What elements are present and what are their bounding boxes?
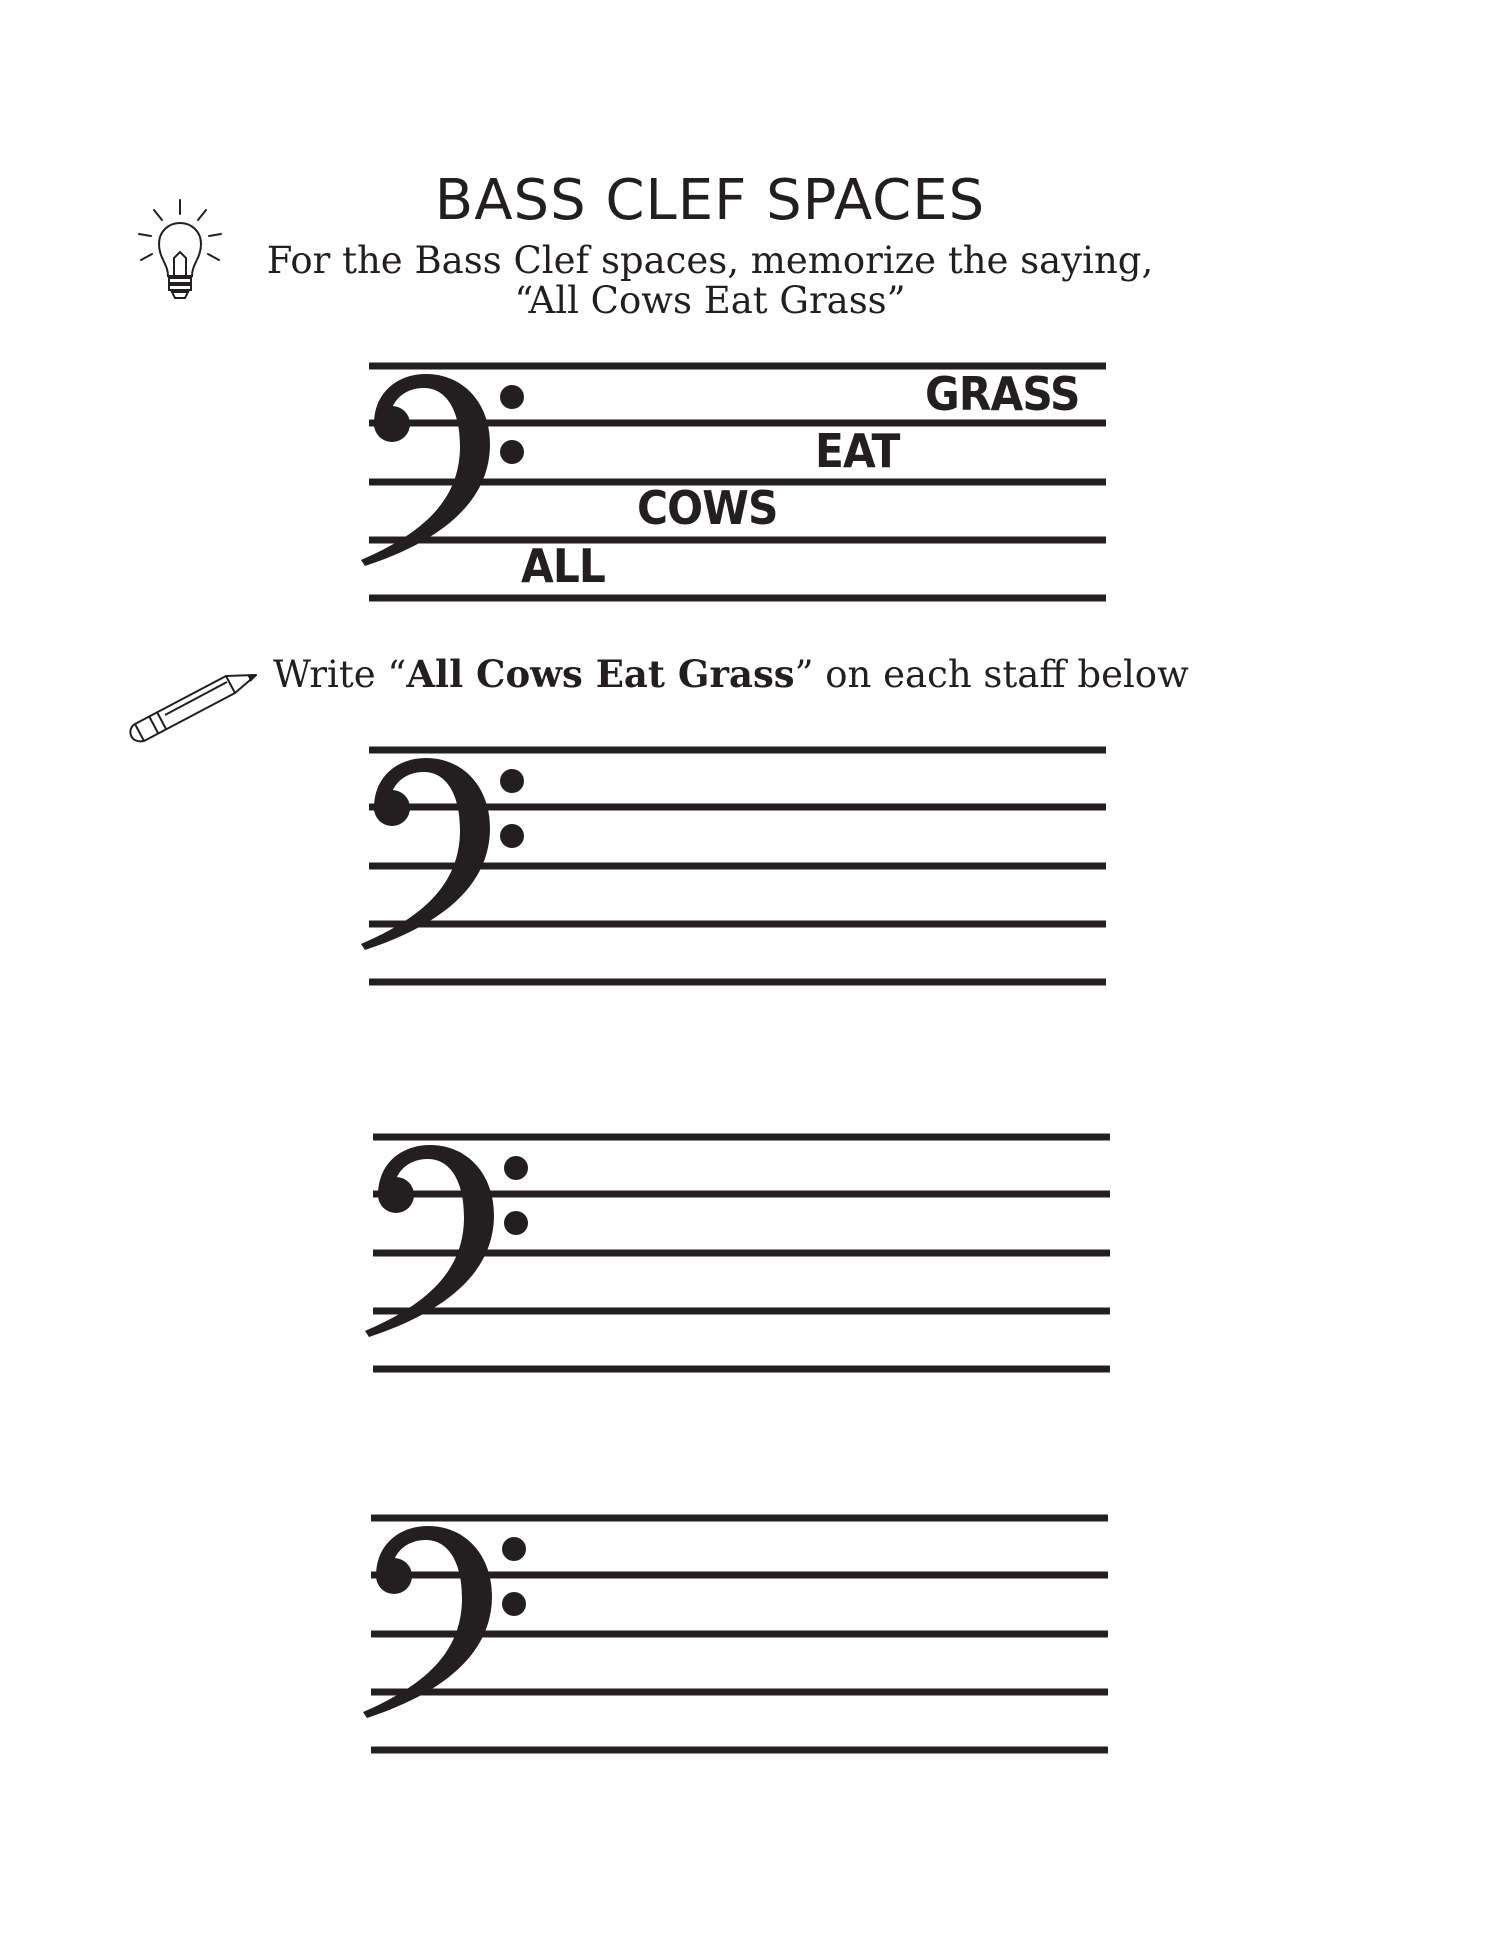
write-instruction-phrase: All Cows Eat Grass	[406, 652, 795, 696]
practice-staff-3	[362, 1504, 1142, 1794]
space-word-grass: GRASS	[925, 367, 1080, 421]
space-word-all: ALL	[521, 539, 605, 593]
write-instruction-prefix: Write “	[273, 653, 407, 696]
instruction-line-2: “All Cows Eat Grass”	[514, 279, 906, 322]
page-title: BASS CLEF SPACES	[434, 168, 986, 233]
space-word-cows: COWS	[637, 481, 778, 535]
practice-staff-1	[360, 736, 1140, 1026]
write-instruction-suffix: ” on each staff below	[794, 653, 1189, 696]
instruction-line-1: For the Bass Clef spaces, memorize the saying,	[266, 239, 1154, 282]
practice-staff-2	[364, 1123, 1144, 1413]
write-instruction	[273, 652, 1189, 696]
pencil-icon	[125, 660, 265, 750]
space-word-eat: EAT	[815, 424, 900, 478]
